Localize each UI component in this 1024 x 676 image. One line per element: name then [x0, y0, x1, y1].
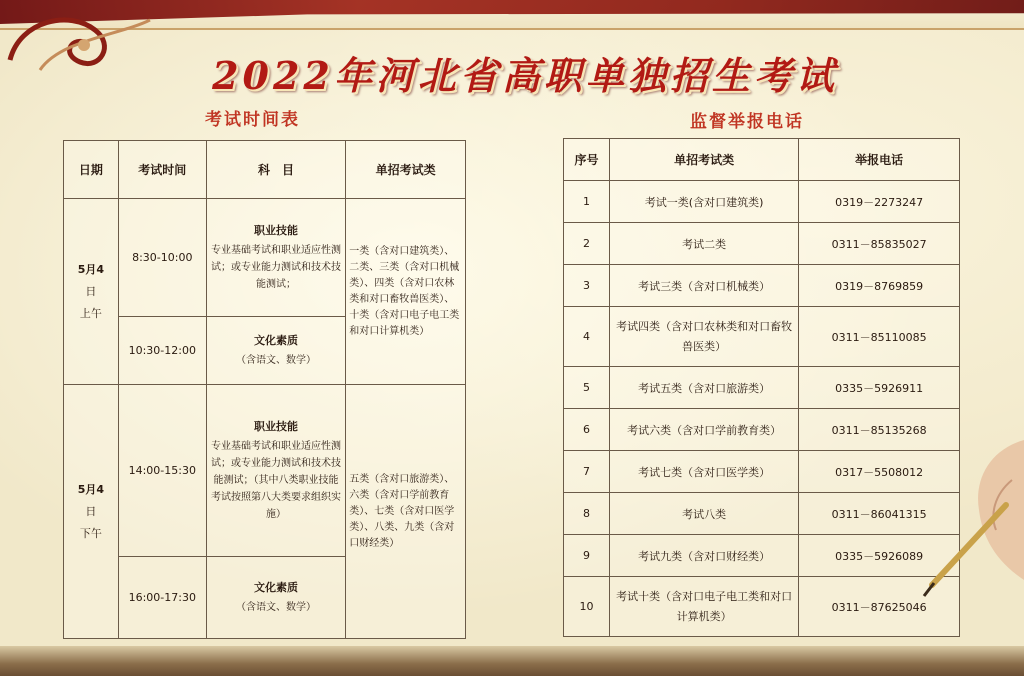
row-phone: 0319－8769859	[799, 265, 960, 307]
header-time: 考试时间	[118, 141, 206, 199]
table-row	[64, 199, 466, 317]
row-phone: 0311－87625046	[799, 577, 960, 637]
date-cell-morning: 5月4 日 上午	[64, 199, 119, 385]
table-header-row	[64, 141, 466, 199]
row-category: 考试三类（含对口机械类）	[609, 265, 798, 307]
row-category: 考试八类	[609, 493, 798, 535]
table-row	[564, 181, 960, 223]
subject-cell: 文化素质 （含语文、数学）	[206, 317, 346, 385]
time-cell: 14:00-15:30	[118, 385, 206, 557]
row-number: 8	[564, 493, 610, 535]
header-category: 单招考试类	[346, 141, 466, 199]
time-cell: 10:30-12:00	[118, 317, 206, 385]
table-row	[564, 223, 960, 265]
row-category: 考试十类（含对口电子电工类和对口计算机类）	[609, 577, 798, 637]
header-subject: 科 目	[206, 141, 346, 199]
page-title: 2022年河北省高职单独招生考试	[212, 53, 838, 98]
header-date: 日期	[64, 141, 119, 199]
row-phone: 0311－85110085	[799, 307, 960, 367]
row-number: 7	[564, 451, 610, 493]
time-cell: 16:00-17:30	[118, 557, 206, 639]
subject-cell: 职业技能 专业基础考试和职业适应性测试；或专业能力测试和技术技能测试；（其中八类职业技能考试按照第八大类要求组织实施）	[206, 385, 346, 557]
header-category: 单招考试类	[609, 139, 798, 181]
subject-cell: 职业技能 专业基础考试和职业适应性测试；或专业能力测试和技术技能测试；	[206, 199, 346, 317]
report-phone-heading: 监督举报电话	[690, 112, 804, 132]
scroll-ornament-icon	[0, 0, 170, 80]
row-phone: 0311－85135268	[799, 409, 960, 451]
row-category: 考试一类(含对口建筑类)	[609, 181, 798, 223]
table-row	[564, 265, 960, 307]
header-no: 序号	[564, 139, 610, 181]
table-row	[564, 307, 960, 367]
row-phone: 0311－85835027	[799, 223, 960, 265]
schedule-heading: 考试时间表	[205, 110, 300, 130]
row-number: 10	[564, 577, 610, 637]
table-row	[64, 385, 466, 557]
row-number: 1	[564, 181, 610, 223]
subject-cell: 文化素质 （含语文、数学）	[206, 557, 346, 639]
row-category: 考试六类（含对口学前教育类）	[609, 409, 798, 451]
bottom-frame	[0, 646, 1024, 676]
hand-with-pen-icon	[894, 420, 1024, 620]
row-category: 考试五类（含对口旅游类）	[609, 367, 798, 409]
row-number: 2	[564, 223, 610, 265]
row-category: 考试七类（含对口医学类）	[609, 451, 798, 493]
row-phone: 0335－5926911	[799, 367, 960, 409]
date-cell-afternoon: 5月4 日 下午	[64, 385, 119, 639]
time-cell: 8:30-10:00	[118, 199, 206, 317]
row-category: 考试四类（含对口农林类和对口畜牧兽医类）	[609, 307, 798, 367]
category-cell: 五类（含对口旅游类）、六类（含对口学前教育类）、七类（含对口医学类）、八类、九类（含对口财经类）	[346, 385, 466, 639]
table-row	[564, 367, 960, 409]
exam-schedule-table	[63, 140, 466, 639]
row-category: 考试九类（含对口财经类）	[609, 535, 798, 577]
row-phone: 0319－2273247	[799, 181, 960, 223]
row-number: 5	[564, 367, 610, 409]
row-number: 6	[564, 409, 610, 451]
row-number: 3	[564, 265, 610, 307]
row-phone: 0317－5508012	[799, 451, 960, 493]
row-phone: 0311－86041315	[799, 493, 960, 535]
row-phone: 0335－5926089	[799, 535, 960, 577]
category-cell: 一类（含对口建筑类）、二类、三类（含对口机械类）、四类（含对口农林类和对口畜牧兽医类）、十类（含对口电子电工类和对口计算机类）	[346, 199, 466, 385]
header-phone: 举报电话	[799, 139, 960, 181]
row-number: 9	[564, 535, 610, 577]
row-category: 考试二类	[609, 223, 798, 265]
table-header-row	[564, 139, 960, 181]
row-number: 4	[564, 307, 610, 367]
